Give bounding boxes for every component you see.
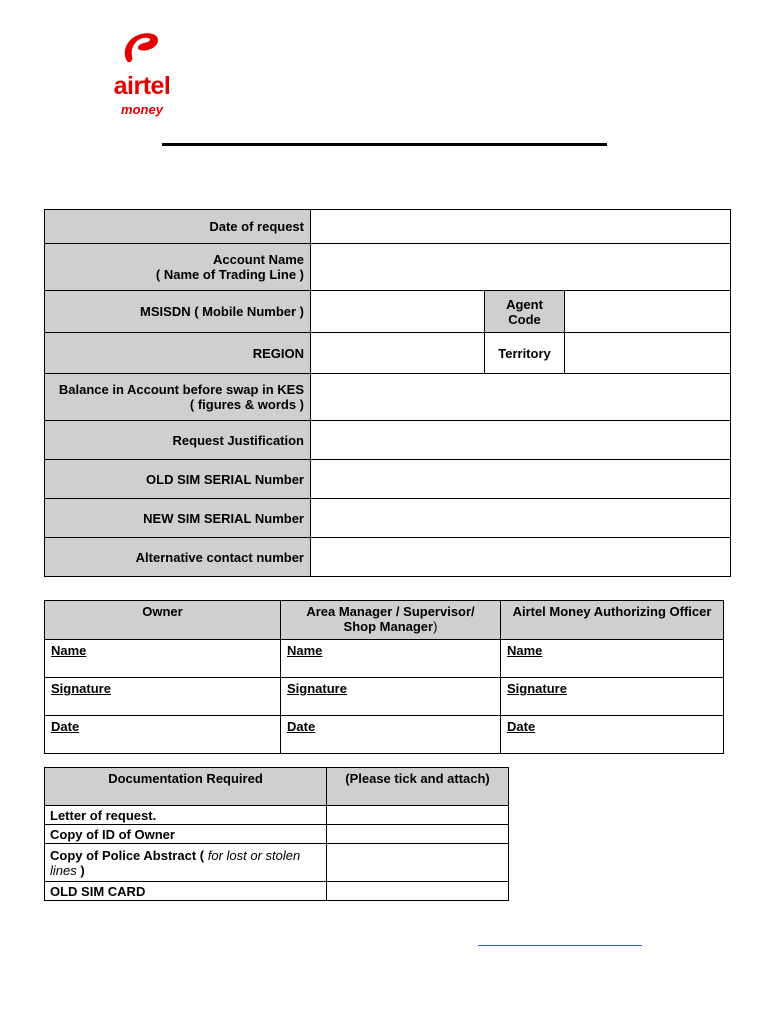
doc-item: OLD SIM CARD xyxy=(45,882,327,901)
date-label: Date xyxy=(507,719,536,734)
header-documentation-required: Documentation Required xyxy=(45,768,327,806)
officer-name-cell[interactable] xyxy=(501,640,724,678)
signature-label: Signature xyxy=(51,681,111,696)
doc-item: Copy of Police Abstract ( for lost or stolen lines ) xyxy=(45,844,327,882)
name-label: Name xyxy=(507,643,543,658)
date-label: Date xyxy=(287,719,316,734)
request-details-table xyxy=(44,209,731,577)
field-alt-contact[interactable] xyxy=(311,538,731,577)
label-msisdn: MSISDN ( Mobile Number ) xyxy=(45,291,311,333)
field-territory[interactable] xyxy=(565,333,731,374)
label-account-name: Account Name ( Name of Trading Line ) xyxy=(45,244,311,291)
label-new-sim: NEW SIM SERIAL Number xyxy=(45,499,311,538)
field-account-name[interactable] xyxy=(311,244,731,291)
doc-tick-cell[interactable] xyxy=(327,806,509,825)
field-balance[interactable] xyxy=(311,374,731,421)
header-area-manager: Area Manager / Supervisor/ Shop Manager) xyxy=(281,601,501,640)
doc-tick-cell[interactable] xyxy=(327,882,509,901)
signature-label: Signature xyxy=(287,681,347,696)
manager-signature-cell[interactable] xyxy=(281,678,501,716)
field-new-sim[interactable] xyxy=(311,499,731,538)
label-old-sim: OLD SIM SERIAL Number xyxy=(45,460,311,499)
name-label: Name xyxy=(51,643,87,658)
header-tick-attach: (Please tick and attach) xyxy=(327,768,509,806)
label-region: REGION xyxy=(45,333,311,374)
doc-item: Copy of ID of Owner xyxy=(45,825,327,844)
name-label: Name xyxy=(287,643,323,658)
label-date-of-request: Date of request xyxy=(45,210,311,244)
documentation-table xyxy=(44,767,509,901)
label-territory: Territory xyxy=(485,333,565,374)
date-label: Date xyxy=(51,719,80,734)
doc-tick-cell[interactable] xyxy=(327,825,509,844)
owner-name-cell[interactable] xyxy=(45,640,281,678)
link-underline[interactable] xyxy=(478,945,642,946)
field-justification[interactable] xyxy=(311,421,731,460)
title-rule xyxy=(162,143,607,146)
field-date-of-request[interactable] xyxy=(311,210,731,244)
doc-item: Letter of request. xyxy=(45,806,327,825)
brand-product: money xyxy=(121,102,163,117)
manager-name-cell[interactable] xyxy=(281,640,501,678)
officer-signature-cell[interactable] xyxy=(501,678,724,716)
doc-tick-cell[interactable] xyxy=(327,844,509,882)
label-agent-code: Agent Code xyxy=(485,291,565,333)
manager-date-cell[interactable] xyxy=(281,716,501,754)
airtel-money-logo xyxy=(106,28,178,120)
owner-date-cell[interactable] xyxy=(45,716,281,754)
field-region[interactable] xyxy=(311,333,485,374)
field-msisdn[interactable] xyxy=(311,291,485,333)
field-old-sim[interactable] xyxy=(311,460,731,499)
brand-name: airtel xyxy=(113,72,171,100)
signature-label: Signature xyxy=(507,681,567,696)
officer-date-cell[interactable] xyxy=(501,716,724,754)
header-owner: Owner xyxy=(45,601,281,640)
label-balance: Balance in Account before swap in KES ( figures & words ) xyxy=(45,374,311,421)
approvals-table xyxy=(44,600,724,754)
field-agent-code[interactable] xyxy=(565,291,731,333)
label-justification: Request Justification xyxy=(45,421,311,460)
label-alt-contact: Alternative contact number xyxy=(45,538,311,577)
header-authorizing-officer: Airtel Money Authorizing Officer xyxy=(501,601,724,640)
airtel-swirl-icon xyxy=(118,28,166,68)
owner-signature-cell[interactable] xyxy=(45,678,281,716)
